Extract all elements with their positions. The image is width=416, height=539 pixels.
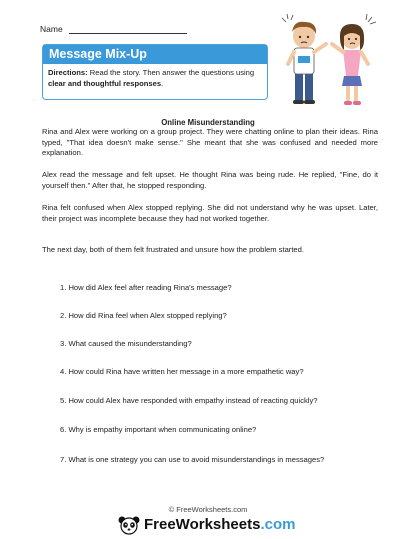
question-6: 6. Why is empathy important when communicating online? [60,425,257,434]
directions-bold: clear and thoughtful responses [48,79,162,88]
girl-figure [332,14,376,105]
copyright-link[interactable]: © FreeWorksheets.com [168,505,248,514]
story-paragraph-1: Rina and Alex were working on a group project. They were chatting online to plan their ideas. Rina typed, "That idea doesn't make sense." She meant that she was confused and needed more explanation. [42,127,378,158]
directions-label: Directions: [48,68,88,77]
directions-end: . [161,79,164,88]
question-3: 3. What caused the misunderstanding? [60,339,192,348]
worksheet-title: Message Mix-Up [43,45,267,64]
question-5: 5. How could Alex have responded with empathy instead of reacting quickly? [60,396,318,405]
story-paragraph-2: Alex read the message and felt upset. He thought Rina was being rude. He replied, "Fine, do it yourself then." After that, he stopped responding. [42,170,378,190]
story-paragraph-3: Rina felt confused when Alex stopped replying. She did not understand why he was upset. Later, their project was incomplete because they had not worked together. [42,203,378,223]
name-label: Name [40,24,63,34]
story-title: Online Misunderstanding [161,118,255,127]
question-2: 2. How did Rina feel when Alex stopped replying? [60,311,227,320]
logo-domain: .com [260,516,296,533]
logo-wordmark [144,516,295,533]
site-logo[interactable] [118,515,298,535]
two-kids-arguing-illustration [272,14,382,110]
question-7: 7. What is one strategy you can use to avoid misunderstandings in messages? [60,455,325,464]
question-4: 4. How could Rina have written her message in a more empathetic way? [60,367,304,376]
name-field [40,24,187,34]
question-1: 1. How did Alex feel after reading Rina's message? [60,283,232,292]
directions-text: Read the story. Then answer the questions using [87,68,255,77]
boy-figure [282,14,326,104]
title-box [42,44,268,100]
story-paragraph-4: The next day, both of them felt frustrated and unsure how the problem started. [42,245,304,254]
panda-logo-icon [118,515,140,535]
directions [43,64,267,89]
name-line[interactable] [69,25,187,34]
logo-main: FreeWorksheets [144,516,261,533]
